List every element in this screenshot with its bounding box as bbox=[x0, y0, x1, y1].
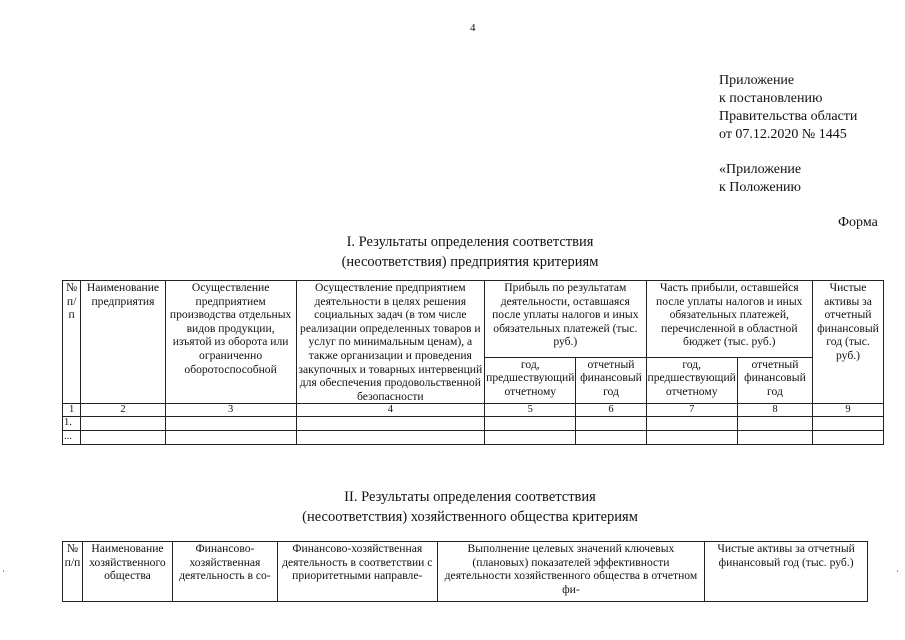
header-net-assets: Чистые активы за отчетный финансовый год (тыс. руб.) bbox=[813, 281, 884, 404]
header-net-assets: Чистые активы за отчетный финансовый год (тыс. руб.) bbox=[705, 542, 868, 602]
header-social-tasks: Осуществление предприятием деятельности в целях решения социальных задач (в том числе реализации определенных товаров и услуг по минимальным ценам), а также организации и проведения закупочных и товарных интервенций для обеспечения продовольственной безопасности bbox=[296, 281, 485, 404]
section2-title-line1: II. Результаты определения соответствия bbox=[344, 489, 596, 505]
header-priority-directions: Финансово-хозяйственная деятельность в соответствии с приоритетными направле- bbox=[277, 542, 437, 602]
table-cell bbox=[485, 431, 576, 445]
table-cell bbox=[81, 431, 165, 445]
header-number: № п/п bbox=[63, 542, 83, 602]
row-number: ... bbox=[63, 431, 81, 445]
section1-title bbox=[0, 232, 905, 272]
table-cell bbox=[296, 417, 485, 431]
column-number: 1 bbox=[63, 404, 81, 417]
appendix-line: «Приложение bbox=[719, 162, 802, 177]
scan-mark: · bbox=[2, 566, 5, 576]
appendix-line: к постановлению bbox=[719, 91, 823, 106]
section1-title-line1: I. Результаты определения соответствия bbox=[346, 234, 594, 250]
column-number: 3 bbox=[165, 404, 296, 417]
header-number: № п/п bbox=[63, 281, 81, 404]
appendix-line: от 07.12.2020 № 1445 bbox=[719, 127, 847, 142]
column-number: 4 bbox=[296, 404, 485, 417]
table-cell bbox=[737, 431, 812, 445]
table-cell bbox=[576, 431, 646, 445]
table-row bbox=[63, 431, 884, 445]
table-cell bbox=[165, 431, 296, 445]
section1-title-line2: (несоответствия) предприятия критериям bbox=[341, 254, 599, 270]
table-row bbox=[63, 417, 884, 431]
header-report-year: отчетный финансовый год bbox=[576, 357, 646, 404]
appendix-block bbox=[719, 72, 857, 197]
table-cell bbox=[165, 417, 296, 431]
column-number: 6 bbox=[576, 404, 646, 417]
header-prev-year: год, предшествующий отчетному bbox=[646, 357, 737, 404]
table-cell bbox=[296, 431, 485, 445]
header-production: Осуществление предприятием производства отдельных видов продукции, изъятой из оборота или ограниченно оборотоспособной bbox=[165, 281, 296, 404]
scan-mark: · bbox=[896, 566, 899, 576]
column-number: 8 bbox=[737, 404, 812, 417]
header-profit: Прибыль по результатам деятельности, оставшаяся после уплаты налогов и иных обязательных платежей (тыс. руб.) bbox=[485, 281, 646, 358]
header-prev-year: год, предшествующий отчетному bbox=[485, 357, 576, 404]
page-number: 4 bbox=[470, 22, 476, 34]
table-cell bbox=[646, 431, 737, 445]
table-cell bbox=[813, 431, 884, 445]
column-number: 7 bbox=[646, 404, 737, 417]
header-company-name: Наименование хозяйственного общества bbox=[82, 542, 172, 602]
table-cell bbox=[737, 417, 812, 431]
table-cell bbox=[81, 417, 165, 431]
header-financial-activity: Финансово-хозяйственная деятельность в со- bbox=[172, 542, 277, 602]
section2-table bbox=[62, 541, 868, 602]
table-cell bbox=[485, 417, 576, 431]
column-number: 2 bbox=[81, 404, 165, 417]
table-cell bbox=[813, 417, 884, 431]
header-target-values: Выполнение целевых значений ключевых (плановых) показателей эффективности деятельности хозяйственного общества в отчетном фи- bbox=[437, 542, 705, 602]
table-cell bbox=[576, 417, 646, 431]
header-profit-transferred: Часть прибыли, оставшейся после уплаты налогов и иных обязательных платежей, перечисленной в областной бюджет (тыс. руб.) bbox=[646, 281, 813, 358]
appendix-line: к Положению bbox=[719, 180, 802, 195]
section1-table bbox=[62, 280, 884, 445]
form-label: Форма bbox=[838, 215, 878, 230]
row-number: 1. bbox=[63, 417, 81, 431]
appendix-line: Приложение bbox=[719, 73, 795, 88]
section2-title bbox=[0, 487, 905, 527]
section2-title-line2: (несоответствия) хозяйственного общества критериям bbox=[302, 509, 638, 525]
header-enterprise-name: Наименование предприятия bbox=[81, 281, 165, 404]
table-cell bbox=[646, 417, 737, 431]
appendix-line: Правительства области bbox=[719, 109, 858, 124]
header-report-year: отчетный финансовый год bbox=[737, 357, 812, 404]
column-number: 5 bbox=[485, 404, 576, 417]
column-number: 9 bbox=[813, 404, 884, 417]
